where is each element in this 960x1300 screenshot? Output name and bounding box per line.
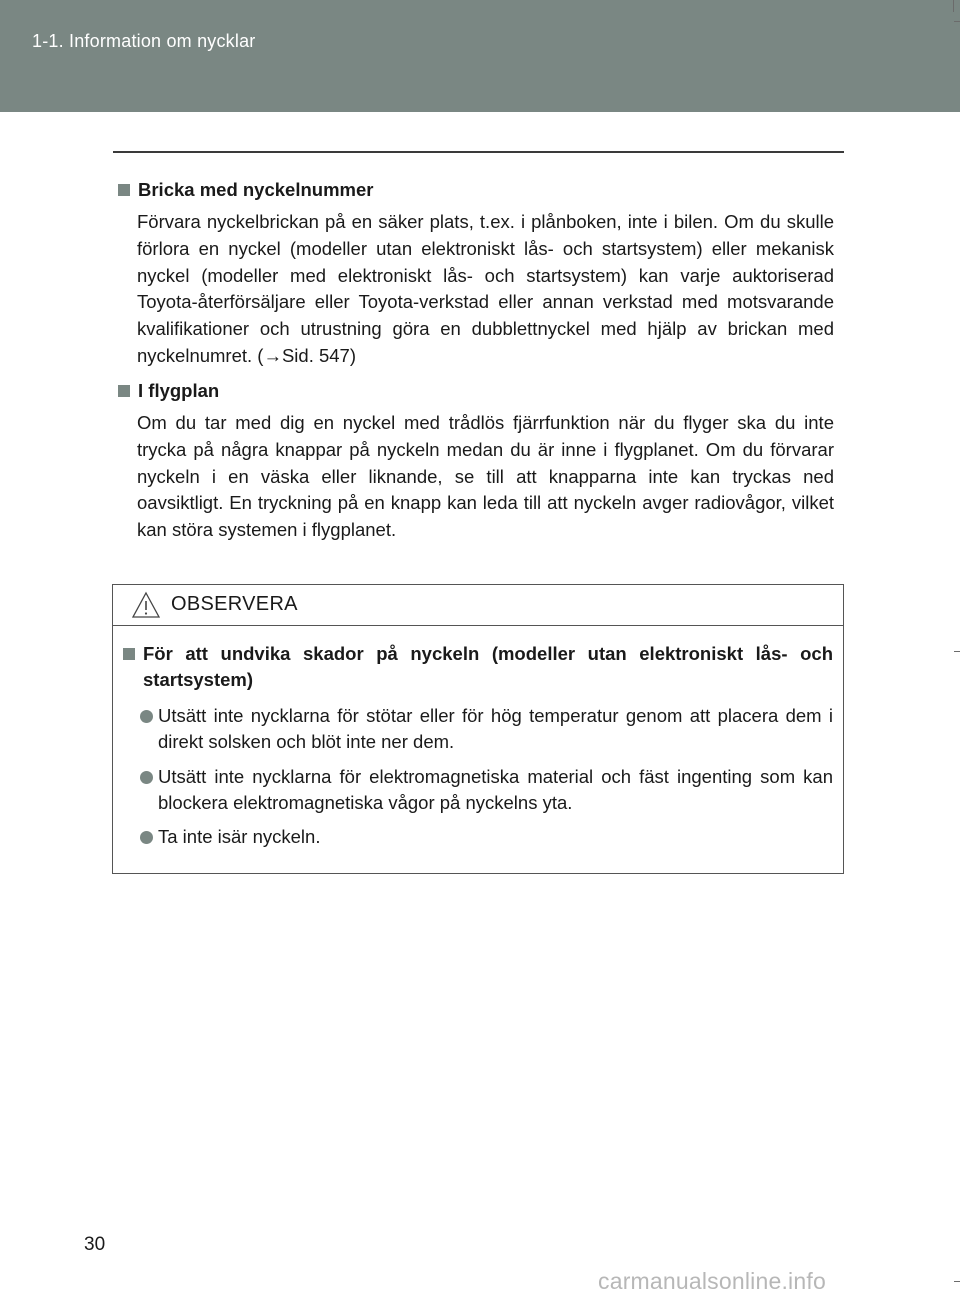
crop-mark-bottom — [954, 1281, 960, 1282]
square-bullet-icon — [118, 385, 130, 397]
notice-item-text: Utsätt inte nycklarna för elektromagnetiska material och fäst ingenting som kan blockera elektromagnetiska vågor på nyckelns yta. — [158, 766, 833, 813]
round-bullet-icon — [140, 710, 153, 723]
notice-item-text: Utsätt inte nycklarna för stötar eller för hög temperatur genom att placera dem i direkt solsken och blöt inte ner dem. — [158, 705, 833, 752]
watermark-logo: carmanualsonline.info — [598, 1268, 826, 1294]
notice-title: OBSERVERA — [171, 593, 298, 615]
section-body: Om du tar med dig en nyckel med trådlös fjärrfunktion när du flyger ska du inte trycka på några knappar på nyckeln medan du är inne i flygplanet. Om du förvarar nyckeln i en väska eller liknande, se till att knapparna inte kan tryckas ned oavsiktligt. En tryckning på en knapp kan leda till att nyckeln avger radiovågor, vilket kan störa systemen i flygplanet. — [137, 412, 834, 541]
section-heading — [118, 177, 834, 203]
warning-triangle-icon — [131, 591, 161, 619]
section-heading-text: Bricka med nyckelnummer — [138, 179, 374, 200]
section-heading — [118, 378, 834, 404]
notice-heading: För att undvika skador på nyckeln (modeller utan elektroniskt lås- och startsystem) — [143, 643, 833, 690]
section-airplane — [118, 378, 834, 544]
notice-heading-row — [123, 641, 833, 693]
crop-mark-top — [953, 0, 954, 12]
crop-mark-mid — [954, 651, 960, 652]
notice-item-text: Ta inte isär nyckeln. — [158, 826, 321, 847]
notice-item — [140, 824, 833, 850]
chapter-title: 1-1. Information om nycklar — [32, 31, 256, 51]
section-heading-text: I flygplan — [138, 380, 220, 401]
round-bullet-icon — [140, 771, 153, 784]
square-bullet-icon — [123, 648, 135, 660]
round-bullet-icon — [140, 831, 153, 844]
notice-item — [140, 703, 833, 755]
section-key-tag — [118, 177, 834, 370]
page-number: 30 — [84, 1234, 106, 1255]
top-rule — [113, 151, 844, 153]
section-body: Förvara nyckelbrickan på en säker plats, t.ex. i plånboken, inte i bilen. Om du skulle förlora en nyckel (modeller utan elektroniskt lås- och startsystem) eller mekanisk nyckel (modeller med elektroniskt lås- och startsystem) kan varje auktoriserad Toyota-återförsäljare eller Toyota-verkstad eller annan verkstad med motsvarande kvalifikationer och utrustning göra en dubblettnyckel med hjälp av brickan med nyckelnumret. (→Sid. 547) — [137, 211, 834, 366]
notice-header — [113, 585, 843, 626]
crop-mark-top-h — [954, 21, 960, 22]
notice-box — [112, 584, 844, 874]
header-band — [0, 0, 960, 112]
notice-item — [140, 764, 833, 816]
square-bullet-icon — [118, 184, 130, 196]
